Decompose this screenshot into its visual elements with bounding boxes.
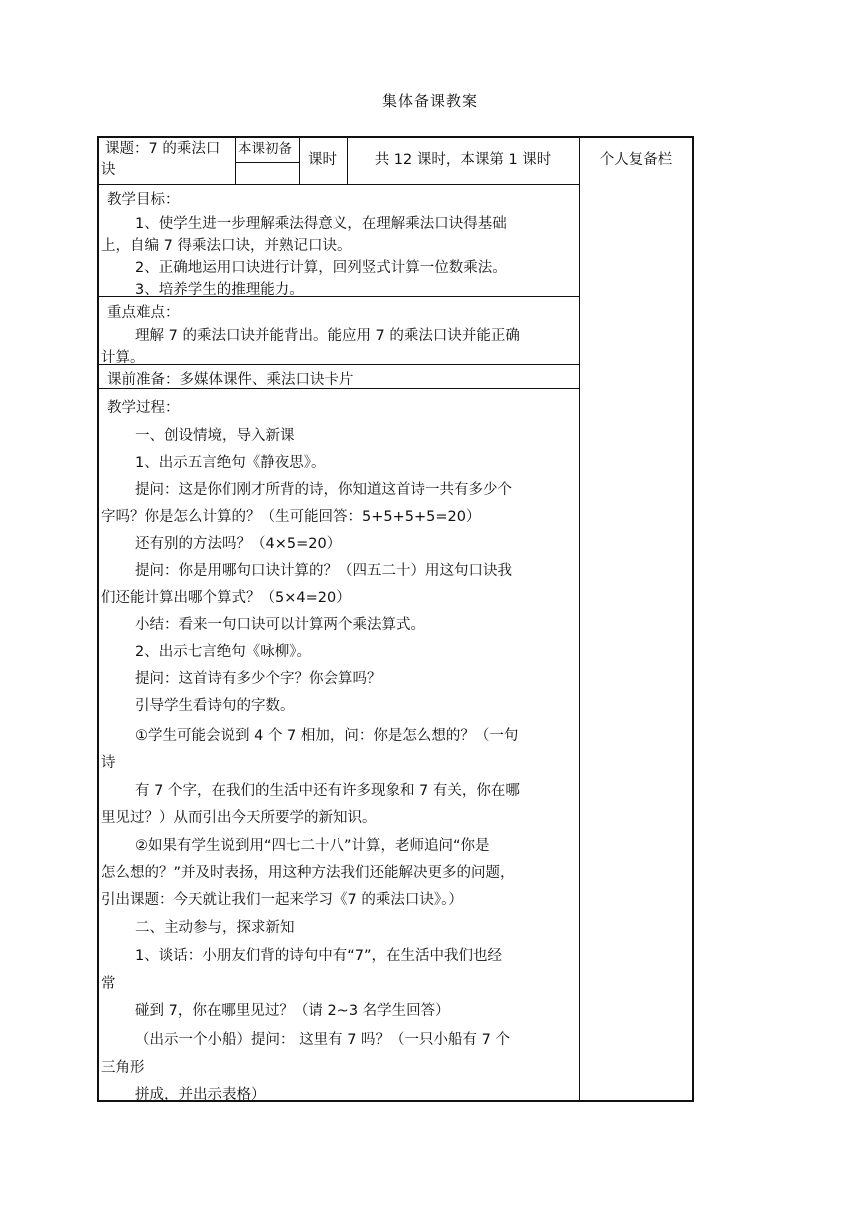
process-line: ①学生可能会说到 4 个 7 相加，问：你是怎么想的？（一句 [135, 728, 519, 744]
topic-line-1: 课题：7 的乘法口 [105, 141, 221, 157]
header-divider-2 [299, 138, 300, 184]
process-line: 碰到 7，你在哪里见过？（请 2~3 名学生回答） [135, 1003, 450, 1019]
process-line: 字吗？你是怎么计算的？（生可能回答：5+5+5+5=20） [101, 509, 481, 525]
process-line: 诗 [101, 755, 116, 771]
period-info: 共 12 课时，本课第 1 课时 [374, 152, 552, 168]
lesson-plan-table [97, 136, 694, 1102]
topic-line-2: 诀 [101, 162, 116, 178]
personal-column-label: 个人复备栏 [599, 152, 673, 168]
process-line: 提问：这首诗有多少个字？你会算吗？ [135, 671, 382, 687]
process-line: 二、主动参与，探求新知 [135, 920, 295, 936]
objectives-heading: 教学目标： [107, 192, 180, 208]
prep-label: 本课初备 [238, 141, 292, 157]
objectives-line: 上，自编 7 得乘法口诀，并熟记口诀。 [101, 238, 352, 254]
preparation-text: 课前准备：多媒体课件、乘法口诀卡片 [107, 372, 354, 388]
topic-cell [101, 141, 235, 179]
process-line: 里见过？）从而引出今天所要学的新知识。 [101, 810, 377, 826]
process-line: 还有别的方法吗？（4×5=20） [135, 536, 342, 552]
process-line: 引导学生看诗句的字数。 [135, 698, 295, 714]
keypoints-line: 理解 7 的乘法口诀并能背出。能应用 7 的乘法口诀并能正确 [135, 328, 520, 344]
process-line: 一、创设情境，导入新课 [135, 428, 295, 444]
process-line: 拼成，并出示表格） [135, 1087, 266, 1103]
process-line: 1、出示五言绝句《静夜思》。 [135, 455, 326, 471]
process-line: 怎么想的？”并及时表扬，用这种方法我们还能解决更多的问题， [101, 865, 515, 881]
process-heading: 教学过程： [107, 400, 180, 416]
process-line: 三角形 [101, 1060, 145, 1076]
process-line: 提问：你是用哪句口诀计算的？（四五二十）用这句口诀我 [135, 563, 512, 579]
process-line: （出示一个小船）提问： 这里有 7 吗？（一只小船有 7 个 [135, 1032, 510, 1048]
header-divider-1 [235, 138, 236, 184]
process-line: 提问：这是你们刚才所背的诗，你知道这首诗一共有多少个 [135, 482, 512, 498]
period-label: 课时 [308, 152, 337, 168]
process-line: 2、出示七言绝句《咏柳》。 [135, 644, 311, 660]
document-title: 集体备课教案 [381, 92, 478, 110]
objectives-line: 1、使学生进一步理解乘法得意义，在理解乘法口诀得基础 [135, 216, 507, 232]
objectives-line: 2、正确地运用口诀进行计算，回列竖式计算一位数乘法。 [135, 260, 507, 276]
process-line: 有 7 个字，在我们的生活中还有许多现象和 7 有关，你在哪 [135, 783, 520, 799]
keypoints-line: 计算。 [101, 350, 145, 366]
process-line: 1、谈话：小朋友们背的诗句中有“7”，在生活中我们也经 [135, 948, 502, 964]
process-line: 常 [101, 976, 116, 992]
prep-cell-split [235, 162, 299, 163]
header-bottom-rule [99, 184, 579, 185]
process-line: 们还能计算出哪个算式？（5×4=20） [101, 590, 351, 606]
process-line: ②如果有学生说到用“四七二十八”计算，老师追问“你是 [135, 838, 490, 854]
objectives-line: 3、培养学生的推理能力。 [135, 282, 304, 298]
keypoints-heading: 重点难点： [107, 305, 180, 321]
process-line: 引出课题：今天就让我们一起来学习《7 的乘法口诀》。） [101, 892, 463, 908]
process-line: 小结：看来一句口诀可以计算两个乘法算式。 [135, 617, 425, 633]
